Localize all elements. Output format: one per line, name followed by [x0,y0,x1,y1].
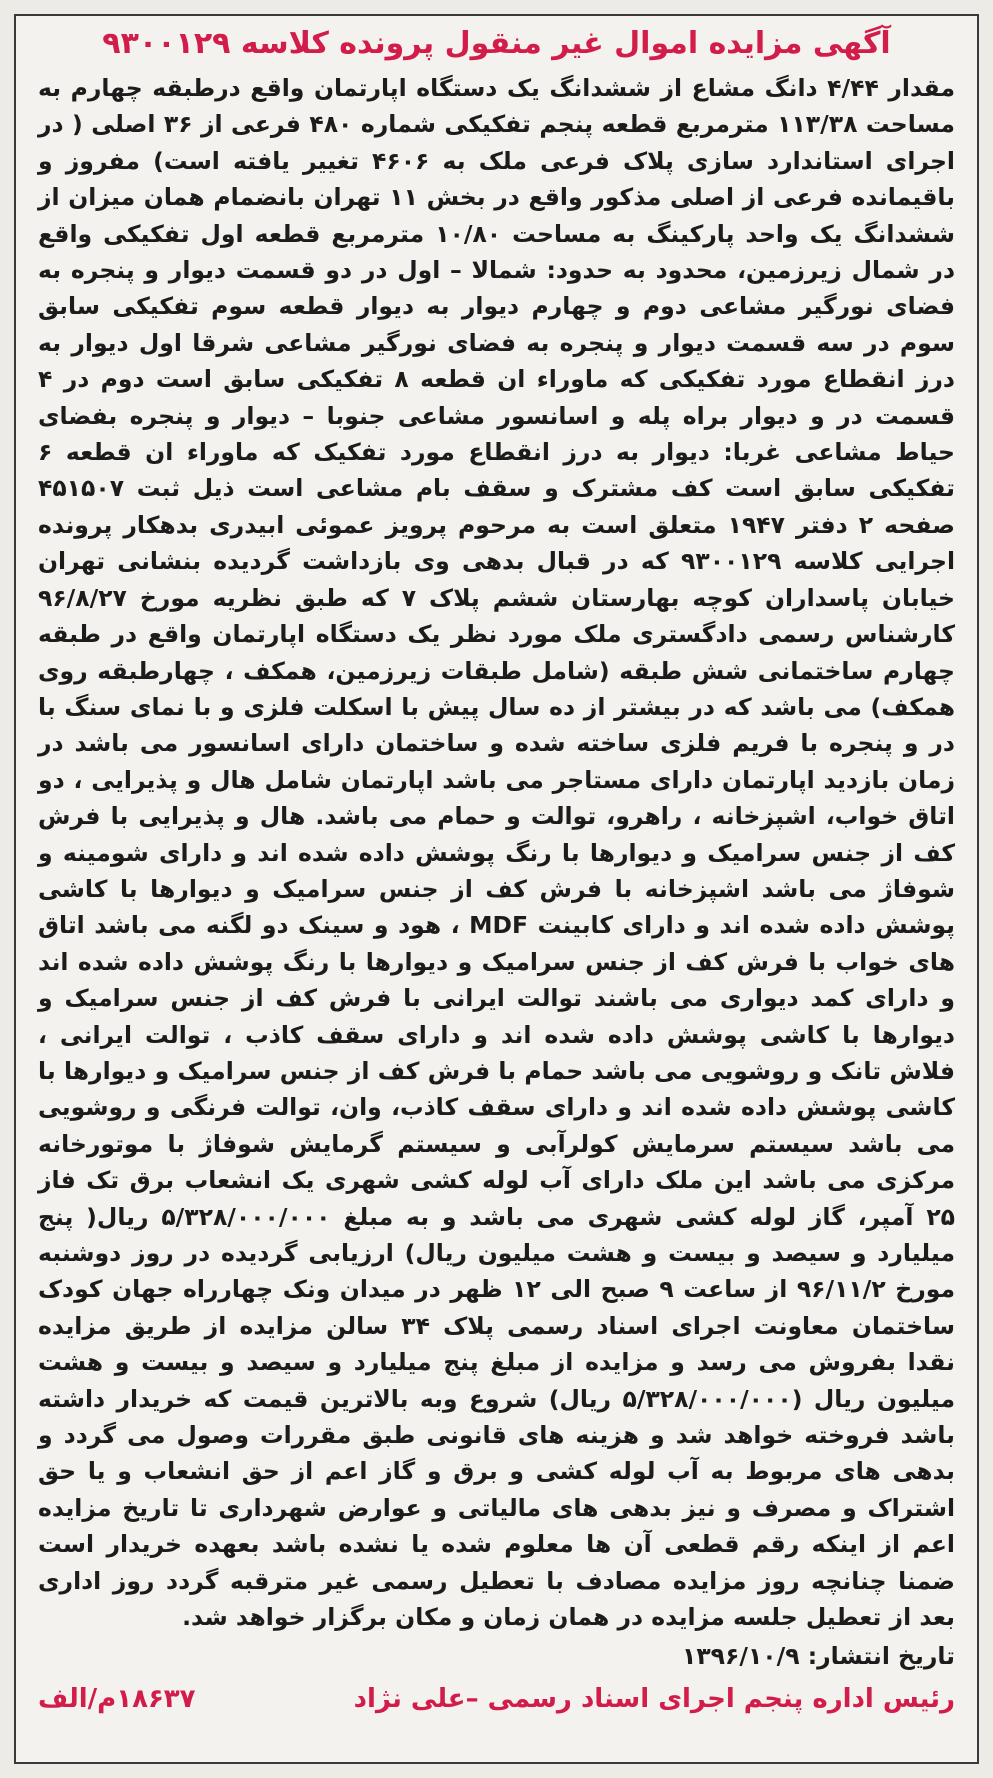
notice-body: مقدار ۴/۴۴ دانگ مشاع از ششدانگ یک دستگاه اپارتمان واقع درطبقه چهارم به مساحت ۱۱۳/۳۸ مترمربع قطعه پنجم تفکیکی شماره ۴۸۰ فرعی از ۳۶ اصلی ( در اجرای استاندارد سازی پلاک فرعی ملک به ۴۶۰۶ تغییر یافته است) مفروز و باقیمانده فرعی از اصلی مذکور واقع در بخش ۱۱ تهران بانضمام همان میزان از ششدانگ یک واحد پارکینگ به مساحت ۱۰/۸۰ مترمربع قطعه اول تفکیکی واقع در شمال زیرزمین، محدود به حدود: شمالا – اول در دو قسمت دیوار و پنجره به فضای نورگیر مشاعی دوم و چهارم دیوار به دیوار قطعه سوم تفکیکی سابق سوم در سه قسمت دیوار و پنجره به فضای نورگیر مشاعی شرقا اول دیوار به درز انقطاع مورد تفکیکی که ماوراء ان قطعه ۸ تفکیکی سابق است دوم در ۴ قسمت در و دیوار براه پله و اسانسور مشاعی جنوبا – دیوار و پنجره بفضای حیاط مشاعی غربا: دیوار به درز انقطاع مورد تفکیک که ماوراء ان قطعه ۶ تفکیکی سابق است کف مشترک و سقف بام مشاعی است ذیل ثبت ۴۵۱۵۰۷ صفحه ۲ دفتر ۱۹۴۷ متعلق است به مرحوم پرویز عموئی ابیدری بدهکار پرونده اجرایی کلاسه ۹۳۰۰۱۲۹ که در قبال بدهی وی بازداشت گردیده بنشانی تهران خیابان پاسداران کوچه بهارستان ششم پلاک ۷ که طبق نظریه مورخ ۹۶/۸/۲۷ کارشناس رسمی دادگستری ملک مورد نظر یک دستگاه اپارتمان واقع در طبقه چهارم ساختمانی شش طبقه (شامل طبقات زیرزمین، همکف ، چهارطبقه روی همکف) می باشد که در بیشتر از ده سال پیش با اسکلت فلزی و با نمای سنگ با در و پنجره با فریم فلزی ساخته شده و ساختمان دارای اسانسور می باشد در زمان بازدید اپارتمان دارای مستاجر می باشد اپارتمان شامل هال و پذیرایی ، دو اتاق خواب، اشپزخانه ، راهرو، توالت و حمام می باشد. هال و پذیرایی با فرش کف از جنس سرامیک و دیوارها با رنگ پوشش داده شده اند و دارای شومینه و شوفاژ می باشد اشپزخانه با فرش کف از جنس سرامیک و دیوارها با کاشی پوشش داده شده اند و دارای کابینت MDF ، هود و سینک دو لگنه می باشد اتاق های خواب با فرش کف از جنس سرامیک و دیوارها با رنگ پوشش داده شده اند و دارای کمد دیواری می باشند توالت ایرانی با فرش کف از جنس سرامیک و دیوارها با کاشی پوشش داده شده اند و دارای سقف کاذب ، توالت ایرانی ، فلاش تانک و روشویی می باشد حمام با فرش کف از جنس سرامیک و دیوارها با کاشی پوشش داده شده اند و دارای سقف کاذب، وان، توالت فرنگی و روشویی می باشد سیستم سرمایش کولرآبی و سیستم گرمایش شوفاژ با موتورخانه مرکزی می باشد این ملک دارای آب لوله کشی شهری یک انشعاب برق تک فاز ۲۵ آمپر، گاز لوله کشی شهری می باشد و به مبلغ ۵/۳۲۸/۰۰۰/۰۰۰ ریال( پنج میلیارد و سیصد و بیست و هشت میلیون ریال) ارزیابی گردیده در روز دوشنبه مورخ ۹۶/۱۱/۲ از ساعت ۹ صبح الی ۱۲ ظهر در میدان ونک چهارراه جهان کودک ساختمان معاونت اجرای اسناد رسمی پلاک ۳۴ سالن مزایده از طریق مزایده نقدا بفروش می رسد و مزایده از مبلغ پنج میلیارد و سیصد و بیست و هشت میلیون ریال (۵/۳۲۸/۰۰۰/۰۰۰ ریال) شروع وبه بالاترین قیمت که خریدار داشته باشد فروخته خواهد شد و هزینه های قانونی طبق مقررات وصول می گردد و بدهی های مربوط به آب لوله کشی و برق و گاز اعم از حق انشعاب و یا حق اشتراک و مصرف و نیز بدهی های مالیاتی و عوارض شهرداری تا تاریخ مزایده اعم از اینکه رقم قطعی آن ها معلوم شده یا نشده باشد بعهده خریدار است ضمنا چنانچه روز مزایده مصادف با تعطیل رسمی غیر مترقبه گردد روز اداری بعد از تعطیل جلسه مزایده در همان زمان و مکان برگزار خواهد شد. [38,74,956,1632]
publication-date: تاریخ انتشار: ۱۳۹۶/۱۰/۹ [681,1642,955,1671]
auction-notice [14,14,979,1764]
notice-title: آگهی مزایده اموال غیر منقول پرونده کلاسه ۹۳۰۰۱۲۹ [102,26,891,61]
notice-code: ۱۸۶۳۷م/الف [38,1684,196,1715]
notice-footer [38,1677,955,1721]
signature-line: رئیس اداره پنجم اجرای اسناد رسمی –علی نژاد [353,1684,955,1715]
